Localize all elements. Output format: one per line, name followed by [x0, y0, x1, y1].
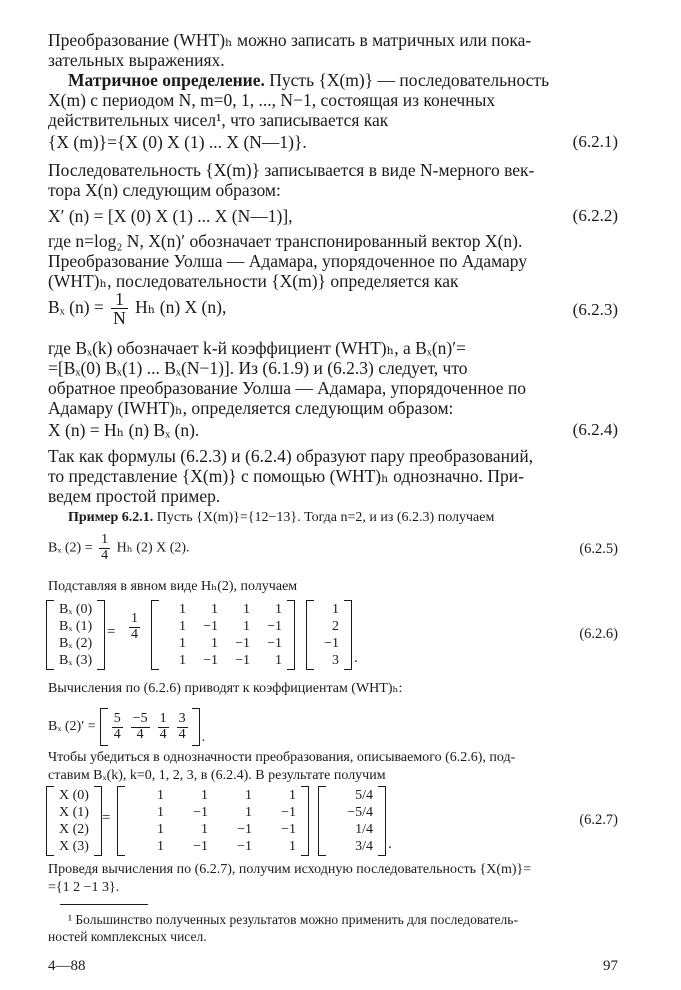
denominator: 4 [113, 726, 121, 742]
text-line: =[Bₓ(0) Bₓ(1) ... Bₓ(N−1)]. Из (6.1.9) и (6.2.3) следует, что [48, 358, 468, 378]
matrix-cell: 1 [245, 788, 252, 803]
equals-sign: = [102, 810, 111, 826]
vector-cells [314, 601, 344, 669]
text-line: где n=log₂ N, X(n)′ обозначает транспонированный вектор X(n). [48, 231, 523, 251]
vector-cell: −1 [324, 636, 339, 651]
matrix-cell: 1 [157, 805, 164, 820]
matrix-cell: 1 [157, 822, 164, 837]
equation-6-2-4: X (n) = Hₕ (n) Bₓ (n). [48, 420, 200, 440]
numerator: 3 [178, 710, 186, 726]
numerator: 1 [131, 611, 138, 626]
matrix-cell: 1 [243, 602, 250, 617]
text-span: Пусть {X(m)}={12−13}. Тогда n=2, и из (6.2.3) получаем [153, 510, 495, 525]
text-line: Так как формулы (6.2.3) и (6.2.4) образуют пару преобразований, [48, 446, 534, 466]
eq-rhs: Hₕ (2) X (2). [116, 540, 190, 556]
fraction [112, 712, 123, 742]
vector-cell: 5/4 [355, 788, 373, 803]
vector-cell: X (3) [59, 839, 89, 854]
text-line: Последовательность {X(m)} записывается в виде N-мерного век- [48, 160, 535, 180]
vector-cell: 1/4 [355, 822, 373, 837]
right-bracket [192, 708, 200, 746]
equation-number: (6.2.4) [572, 420, 618, 439]
numerator: 1 [159, 710, 167, 726]
fraction [177, 712, 188, 742]
eq627-hadamard-matrix [117, 786, 309, 856]
right-bracket [301, 786, 309, 856]
denominator: 4 [178, 726, 186, 742]
denominator: 4 [136, 726, 144, 742]
text-line: Преобразование (WHT)ₕ можно записать в матричных или пока- [48, 30, 532, 50]
matrix-cell: −1 [203, 619, 218, 634]
example-line [48, 510, 638, 526]
matrix-cell: 1 [179, 602, 186, 617]
text-line: X(m) с периодом N, m=0, 1, ..., N−1, состоящая из конечных [48, 90, 496, 110]
denominator: 4 [101, 547, 109, 563]
matrix-definition-heading: Матричное определение. [68, 70, 265, 90]
matrix-cell: 1 [201, 788, 208, 803]
matrix-cell: −1 [193, 839, 208, 854]
text-line: Подставляя в явном виде Hₕ(2), получаем [48, 579, 298, 594]
left-bracket [306, 600, 314, 670]
equals-sign: = [107, 624, 116, 640]
vector-cell: Bₓ (3) [59, 653, 93, 668]
fraction [99, 533, 110, 563]
matrix-cell: −1 [281, 822, 296, 837]
text-line: ведем простой пример. [48, 486, 221, 506]
eq-lhs: Bₓ (2)′ = [48, 719, 96, 734]
eq626-hadamard-matrix [151, 600, 295, 670]
left-bracket [318, 786, 326, 856]
vector-cell: 1 [332, 602, 339, 617]
eq-lhs: Bₓ (n) = [48, 296, 104, 317]
numerator: 1 [111, 290, 128, 309]
numerator: 5 [113, 710, 121, 726]
matrix-cells [125, 787, 301, 855]
denominator: 4 [131, 626, 138, 642]
period: . [388, 836, 392, 852]
equation-number: (6.2.6) [579, 626, 618, 642]
text-line: Вычисления по (6.2.6) приводят к коэффициентам (WHT)ₕ: [48, 681, 403, 696]
left-bracket [117, 786, 125, 856]
text-line: (WHT)ₕ, последовательности {X(m)} определяется как [48, 271, 459, 291]
equation-6-2-1: {X (m)}={X (0) X (1) ... X (N—1)}. [48, 132, 307, 152]
matrix-cell: −1 [281, 805, 296, 820]
left-bracket [151, 600, 159, 670]
matrix-cell: 1 [289, 839, 296, 854]
footnote-line: ¹ Большинство полученных результатов можно применить для последователь- [68, 912, 518, 927]
matrix-cell: 1 [245, 805, 252, 820]
matrix-cell: −1 [193, 805, 208, 820]
numerator: −5 [132, 710, 148, 726]
text-line: Проведя вычисления по (6.2.7), получим исходную последовательность {X(m)}= [48, 862, 532, 877]
right-bracket [94, 786, 102, 856]
denominator: N [113, 308, 126, 329]
vector-cell: Bₓ (2) [59, 636, 93, 651]
eq627-lhs-vector [46, 786, 102, 856]
vector-cell: Bₓ (0) [59, 602, 93, 617]
fraction [111, 290, 128, 328]
vector-cell: −5/4 [347, 805, 373, 820]
matrix-cell: 1 [179, 653, 186, 668]
text-span: Пусть {X(m)} — последовательность [264, 70, 550, 90]
vector-cells [54, 787, 94, 855]
fraction [129, 612, 140, 642]
vector-cell: 3/4 [355, 839, 373, 854]
equation-number: (6.2.5) [579, 541, 618, 557]
matrix-cell: −1 [235, 653, 250, 668]
vector-cells [54, 601, 97, 669]
text-line: тора X(n) следующим образом: [48, 180, 281, 200]
matrix-definition-line [48, 70, 638, 91]
vector-cell: X (1) [59, 805, 89, 820]
matrix-cell: 1 [275, 653, 282, 668]
text-line: ставим Bₓ(k), k=0, 1, 2, 3, в (6.2.4). В результате получим [48, 768, 386, 783]
period: . [354, 650, 358, 666]
matrix-cell: 1 [179, 619, 186, 634]
matrix-cell: 1 [157, 788, 164, 803]
row-fractions [108, 712, 192, 742]
matrix-cells [159, 601, 287, 669]
vector-cells [326, 787, 378, 855]
denominator: 4 [159, 726, 167, 742]
right-bracket [378, 786, 386, 856]
equation-6-2-2: X′ (n) = [X (0) X (1) ... X (N—1)], [48, 206, 293, 226]
equation-number: (6.2.2) [572, 206, 618, 225]
text-line: Чтобы убедиться в однозначности преобразования, описываемого (6.2.6), под- [48, 750, 516, 765]
eq626-x-vector [306, 600, 352, 670]
vector-cell: X (0) [59, 788, 89, 803]
page-number: 97 [603, 958, 618, 974]
equation-number: (6.2.3) [572, 300, 618, 319]
eq626-lhs-vector [46, 600, 105, 670]
right-bracket [287, 600, 295, 670]
right-bracket [97, 600, 105, 670]
fraction [158, 712, 169, 742]
matrix-cell: 1 [179, 636, 186, 651]
matrix-cell: 1 [243, 619, 250, 634]
matrix-cell: −1 [203, 653, 218, 668]
matrix-cell: −1 [235, 636, 250, 651]
text-line: Адамару (IWHT)ₕ, определяется следующим образом: [48, 398, 454, 418]
scalar-fraction [126, 612, 143, 642]
eq-rhs: Hₕ (n) X (n), [135, 296, 227, 317]
footnote-rule [60, 904, 148, 905]
matrix-cell: 1 [289, 788, 296, 803]
vector-cell: Bₓ (1) [59, 619, 93, 634]
vector-cell: X (2) [59, 822, 89, 837]
left-bracket [100, 708, 108, 746]
matrix-cell: 1 [211, 636, 218, 651]
period: . [201, 730, 206, 745]
coefficients-row [48, 708, 205, 746]
text-line: ={1 2 −1 3}. [48, 880, 120, 895]
equation-6-2-5 [48, 533, 190, 563]
text-line: то представление {X(m)} с помощью (WHT)ₕ однозначно. При- [48, 466, 524, 486]
equation-number: (6.2.7) [579, 812, 618, 828]
eq-lhs: Bₓ (2) = [48, 540, 93, 556]
left-bracket [46, 786, 54, 856]
matrix-cell: 1 [201, 822, 208, 837]
matrix-cell: 1 [157, 839, 164, 854]
right-bracket [344, 600, 352, 670]
left-bracket [46, 600, 54, 670]
equation-number: (6.2.1) [572, 132, 618, 151]
vector-cell: 3 [332, 653, 339, 668]
text-line: зательных выражениях. [48, 50, 225, 70]
footnote-line: ностей комплексных чисел. [48, 929, 207, 944]
matrix-cell: −1 [237, 822, 252, 837]
eq627-b-vector [318, 786, 386, 856]
text-line: обратное преобразование Уолша — Адамара, упорядоченное по [48, 378, 526, 398]
fraction [131, 712, 150, 742]
signature-mark: 4—88 [48, 958, 86, 974]
numerator: 1 [101, 532, 109, 547]
text-line: Преобразование Уолша — Адамара, упорядоченное по Адамару [48, 251, 528, 271]
matrix-cell: 1 [211, 602, 218, 617]
text-line: где Bₓ(k) обозначает k-й коэффициент (WHT)ₕ, а Bₓ(n)′= [48, 338, 466, 358]
matrix-cell: −1 [267, 636, 282, 651]
matrix-cell: 1 [275, 602, 282, 617]
text-line: действительных чисел¹, что записывается как [48, 110, 389, 130]
example-heading: Пример 6.2.1. [68, 510, 154, 525]
vector-cell: 2 [332, 619, 339, 634]
matrix-cell: −1 [267, 619, 282, 634]
equation-6-2-3 [48, 290, 226, 328]
matrix-cell: −1 [237, 839, 252, 854]
